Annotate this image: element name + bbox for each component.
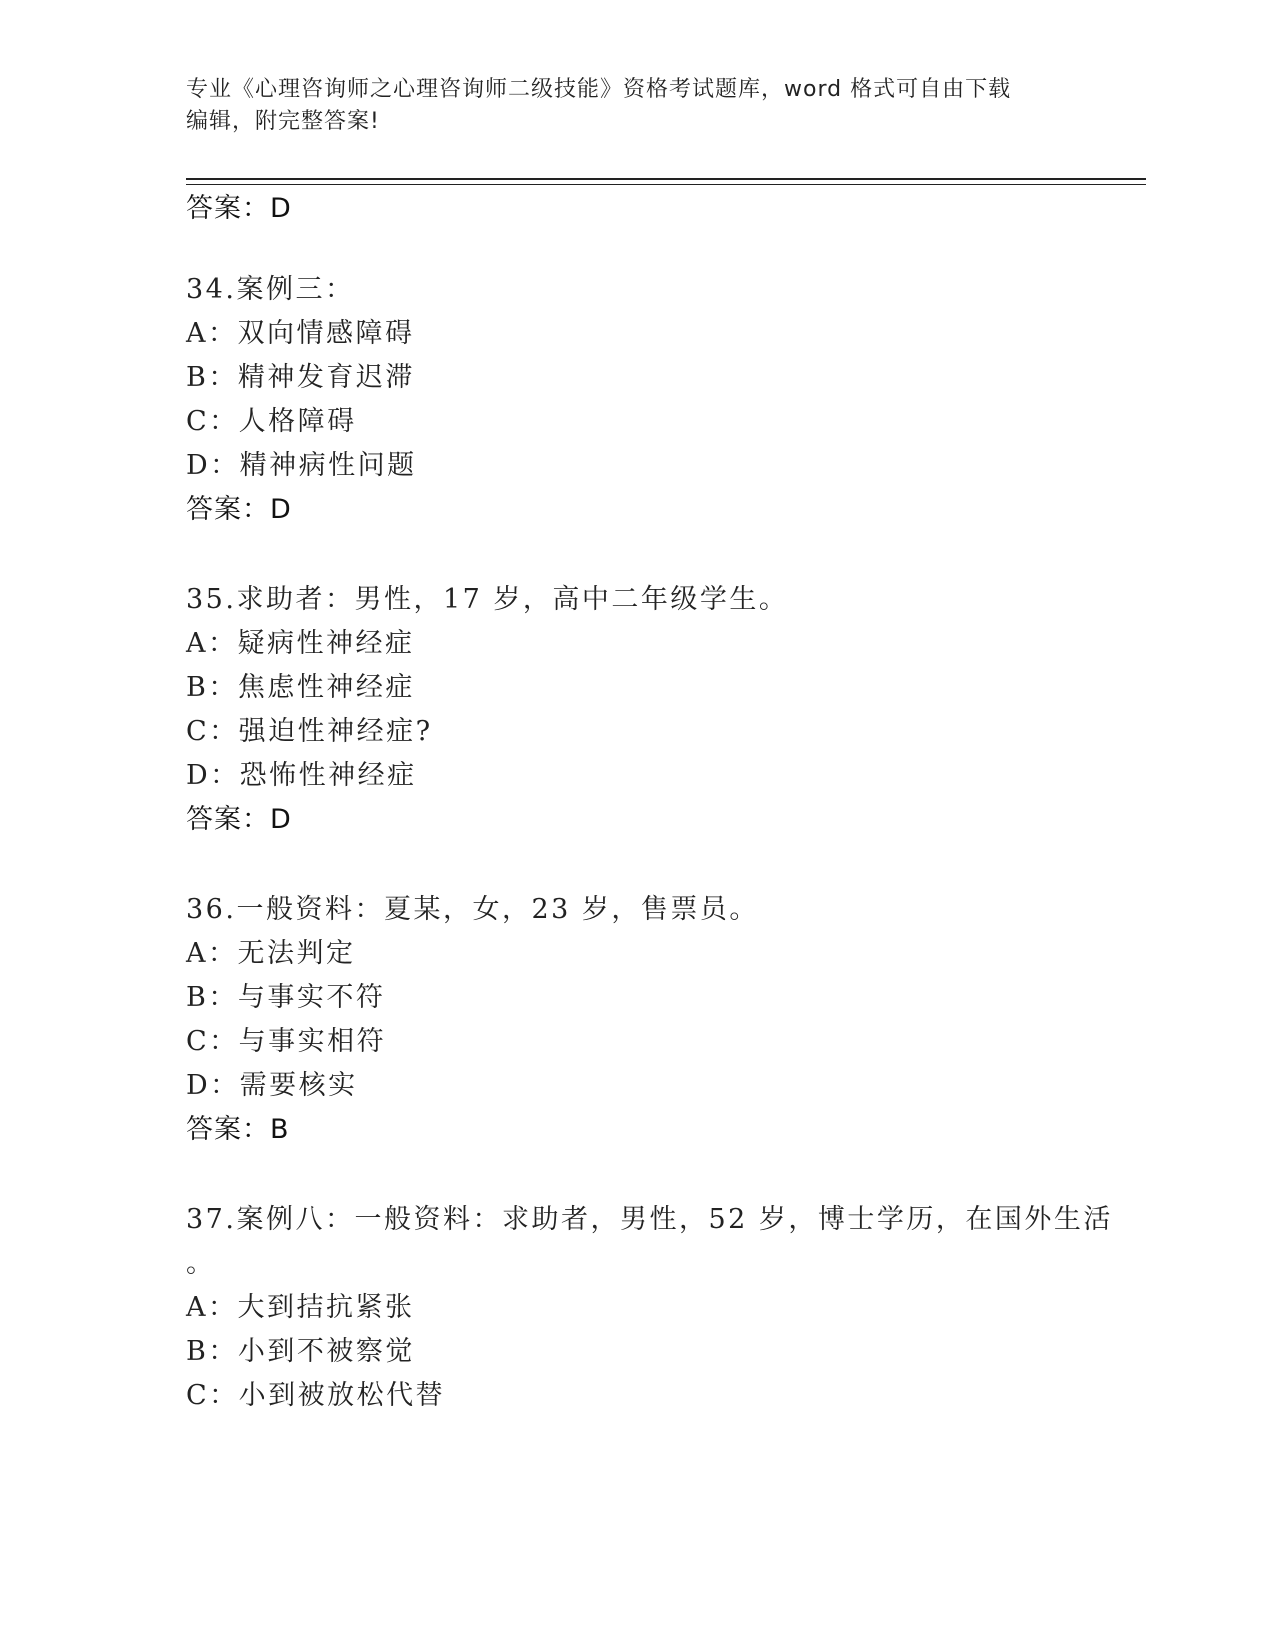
option-b: B：焦虑性神经症 (186, 672, 415, 703)
option-c: C：小到被放松代替 (186, 1380, 446, 1411)
option-a: A：疑病性神经症 (186, 628, 415, 659)
answer-line: 答案：B (186, 1114, 290, 1145)
question-stem: 35.求助者：男性，17 岁，高中二年级学生。 (186, 584, 789, 615)
header-rule-thick (186, 178, 1146, 180)
option-a: A：大到拮抗紧张 (186, 1292, 415, 1323)
option-d: D：精神病性问题 (186, 450, 417, 481)
option-c: C：人格障碍 (186, 406, 357, 437)
option-d: D：需要核实 (186, 1070, 358, 1101)
option-c: C：与事实相符 (186, 1026, 387, 1057)
header-line-1: 专业《心理咨询师之心理咨询师二级技能》资格考试题库，word 格式可自由下载 (186, 77, 1012, 102)
answer-line: 答案：D (186, 494, 292, 525)
question-stem-continued: 。 (186, 1248, 216, 1279)
option-b: B：精神发育迟滞 (186, 362, 415, 393)
answer-line: 答案：D (186, 804, 292, 835)
page-header (186, 74, 1066, 138)
option-b: B：与事实不符 (186, 982, 386, 1013)
option-a: A：双向情感障碍 (186, 318, 415, 349)
question-stem: 37.案例八：一般资料：求助者，男性，52 岁，博士学历，在国外生活 (186, 1204, 1113, 1235)
header-rule-thin (186, 184, 1146, 185)
option-d: D：恐怖性神经症 (186, 760, 417, 791)
question-stem: 34.案例三： (186, 274, 355, 305)
question-stem: 36.一般资料：夏某，女，23 岁，售票员。 (186, 894, 759, 925)
header-line-2: 编辑，附完整答案! (186, 109, 380, 134)
answer-line: 答案：D (186, 193, 292, 224)
option-b: B：小到不被察觉 (186, 1336, 415, 1367)
option-c: C：强迫性神经症? (186, 716, 433, 747)
option-a: A：无法判定 (186, 938, 356, 969)
